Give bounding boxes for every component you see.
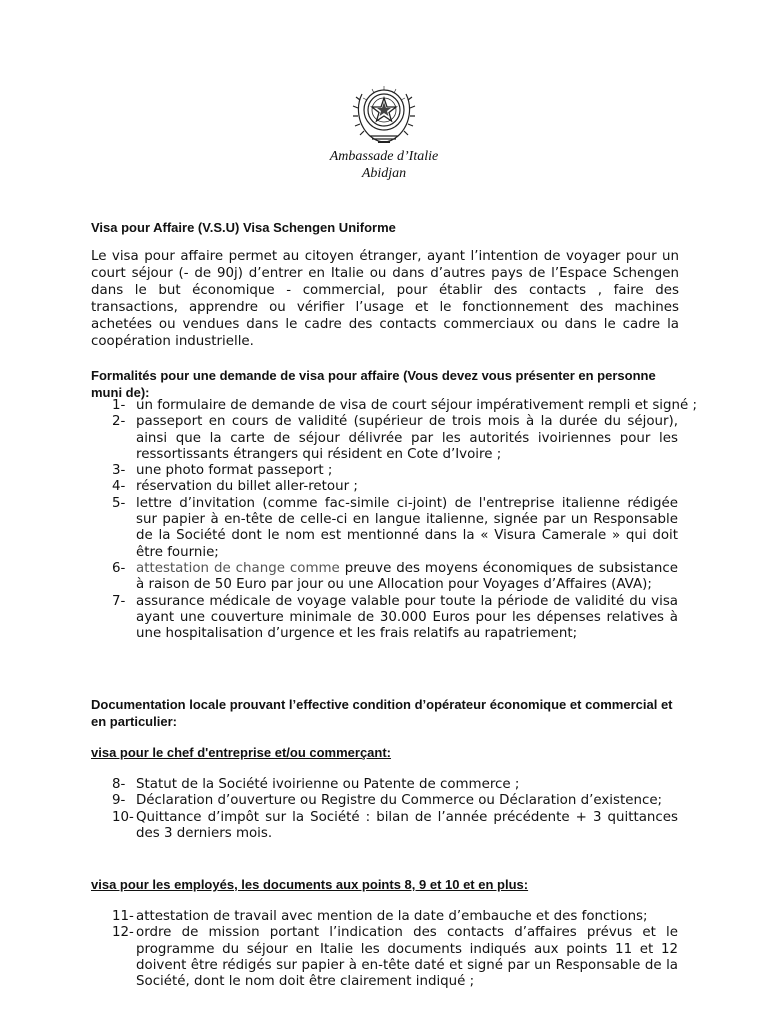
item-number: 8- [112, 777, 126, 792]
list-item [0, 594, 678, 643]
embassy-name: Ambassade d’Italie [329, 149, 439, 164]
item-text: une photo format passeport ; [136, 463, 333, 479]
item-number: 9- [112, 793, 126, 809]
formalites-list [0, 398, 701, 642]
item-text: réservation du billet aller-retour ; [136, 479, 358, 495]
list-item [0, 398, 701, 414]
list-item [0, 909, 678, 925]
item-text: passeport en cours de validité (supérieur de trois mois à la durée du séjour), ainsi que la carte de séjour délivrée par les autorités ivoiriennes pour les ressortissants étrangers qui résident en Cote d’Ivoire ; [136, 414, 678, 462]
item-text: lettre d’invitation (comme fac-simile ci-joint) de l'entreprise italienne rédigée sur papier à en-tête de celle-ci en langue italienne, signée par un Responsable de la Société dont le nom est mentionné dans la « Visura Camerale » qui doit être fournie; [136, 495, 678, 560]
list-item [0, 561, 678, 594]
document-title: Visa pour Affaire (V.S.U) Visa Schengen Uniforme [91, 220, 396, 235]
chef-list [0, 777, 678, 842]
item-text: Déclaration d’ouverture ou Registre du Commerce ou Déclaration d’existence; [136, 793, 663, 809]
item-text: un formulaire de demande de visa de court séjour impérativement rempli et signé ; [136, 398, 698, 413]
item-text: Statut de la Société ivoirienne ou Patente de commerce ; [136, 777, 520, 792]
item-number: 1- [112, 398, 126, 413]
item-number: 6- [112, 560, 126, 576]
item-text: assurance médicale de voyage valable pour toute la période de validité du visa ayant une couverture minimale de 30.000 Euros pour les dépenses relatives à une hospitalisation d’urgence et les frais relatifs au rapatriement; [136, 593, 678, 642]
employes-list [0, 909, 678, 990]
item-number: 5- [112, 495, 126, 511]
embassy-city: Abidjan [361, 166, 407, 181]
item-text: ordre de mission portant l’indication des contacts d’affaires prévus et le programme du séjour en Italie les documents indiqués aux points 11 et 12 doivent être rédigés sur papier à en-tête daté et signé par un Responsable de la Société, dont le nom doit être clairement indiqué ; [136, 925, 678, 990]
item-text: Quittance d’impôt sur la Société : bilan de l’année précédente + 3 quittances des 3 derniers mois. [136, 809, 678, 841]
highlighted-text: attestation de change comme [136, 560, 340, 576]
item-text: attestation de travail avec mention de la date d’embauche et des fonctions; [136, 909, 648, 924]
item-number: 12- [112, 925, 134, 941]
italian-emblem-icon [348, 76, 420, 146]
employes-heading: visa pour les employés, les documents aux points 8, 9 et 10 et en plus: [91, 877, 529, 892]
item-number: 2- [112, 414, 126, 430]
chef-heading: visa pour le chef d'entreprise et/ou commerçant: [91, 745, 392, 760]
intro-paragraph: Le visa pour affaire permet au citoyen étranger, ayant l’intention de voyager pour un court séjour (- de 90j) d’entrer en Italie ou dans d’autres pays de l’Espace Schengen dans le but économique - commercial, pour établir des contacts , faire des transactions, apprendre ou vérifier l’usage et le fonctionnement des machines achetées ou vendues dans le cadre des contacts commerciaux ou dans le cadre la coopération industrielle. [91, 249, 679, 349]
list-item [0, 793, 678, 809]
list-item [0, 463, 678, 479]
item-number: 7- [112, 593, 126, 609]
documentation-heading: Documentation locale prouvant l’effective condition d’opérateur économique et commercial et en particulier: [91, 697, 673, 729]
item-number: 4- [112, 479, 126, 495]
item-number: 11- [112, 909, 134, 924]
list-item [0, 777, 678, 793]
list-item [0, 414, 678, 463]
item-number: 3- [112, 463, 126, 479]
list-item [0, 925, 678, 990]
item-text: preuve des moyens économiques de subsistance à raison de 50 Euro par jour ou une Allocation pour Voyages d’Affaires (AVA); [136, 560, 678, 593]
item-number: 10- [112, 809, 134, 825]
list-item [0, 810, 678, 843]
formalites-heading: Formalités pour une demande de visa pour affaire (Vous devez vous présenter en personne muni de): [91, 368, 656, 400]
list-item [0, 479, 678, 495]
list-item [0, 496, 678, 561]
